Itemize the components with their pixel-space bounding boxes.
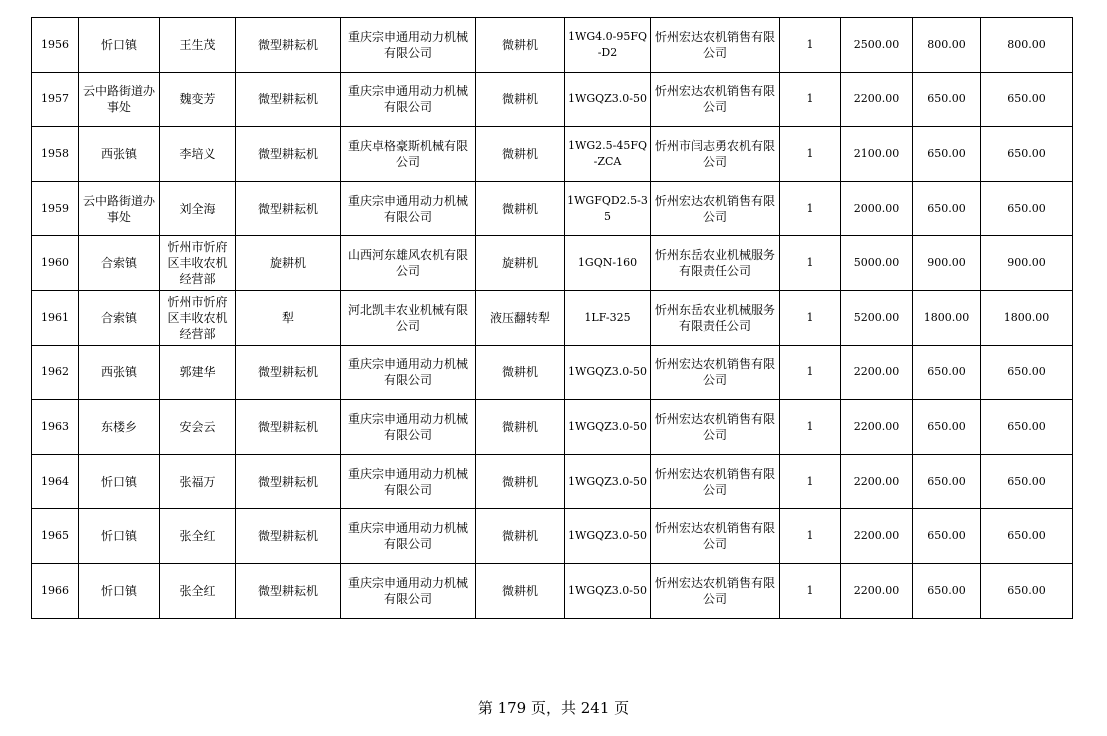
product-cell: 微耕机: [476, 400, 565, 455]
table-row: [32, 290, 1073, 345]
total-subsidy-cell: 650.00: [981, 509, 1073, 564]
seq-cell: 1958: [32, 127, 79, 182]
town-cell: 西张镇: [79, 127, 160, 182]
manufacturer-cell: 重庆卓格豪斯机械有限公司: [341, 127, 476, 182]
seq-cell: 1957: [32, 72, 79, 127]
qty-cell: 1: [780, 345, 841, 400]
subsidy-cell: 900.00: [913, 236, 981, 291]
total-subsidy-cell: 650.00: [981, 345, 1073, 400]
subsidy-cell: 1800.00: [913, 290, 981, 345]
seq-cell: 1960: [32, 236, 79, 291]
dealer-cell: 忻州宏达农机销售有限公司: [651, 563, 780, 618]
dealer-cell: 忻州东岳农业机械服务有限责任公司: [651, 236, 780, 291]
manufacturer-cell: 重庆宗申通用动力机械有限公司: [341, 509, 476, 564]
qty-cell: 1: [780, 72, 841, 127]
total-subsidy-cell: 900.00: [981, 236, 1073, 291]
town-cell: 合索镇: [79, 290, 160, 345]
buyer-cell: 王生茂: [160, 18, 236, 73]
manufacturer-cell: 重庆宗申通用动力机械有限公司: [341, 181, 476, 236]
seq-cell: 1959: [32, 181, 79, 236]
category-cell: 微型耕耘机: [236, 18, 341, 73]
total-subsidy-cell: 650.00: [981, 400, 1073, 455]
table-row: [32, 400, 1073, 455]
buyer-cell: 张全红: [160, 563, 236, 618]
subsidy-cell: 650.00: [913, 454, 981, 509]
price-cell: 2200.00: [841, 72, 913, 127]
category-cell: 微型耕耘机: [236, 509, 341, 564]
product-cell: 微耕机: [476, 509, 565, 564]
price-cell: 2200.00: [841, 563, 913, 618]
manufacturer-cell: 河北凯丰农业机械有限公司: [341, 290, 476, 345]
category-cell: 微型耕耘机: [236, 563, 341, 618]
town-cell: 西张镇: [79, 345, 160, 400]
manufacturer-cell: 重庆宗申通用动力机械有限公司: [341, 563, 476, 618]
price-cell: 2200.00: [841, 345, 913, 400]
manufacturer-cell: 山西河东雄风农机有限公司: [341, 236, 476, 291]
town-cell: 忻口镇: [79, 454, 160, 509]
town-cell: 忻口镇: [79, 509, 160, 564]
seq-cell: 1962: [32, 345, 79, 400]
dealer-cell: 忻州宏达农机销售有限公司: [651, 181, 780, 236]
seq-cell: 1966: [32, 563, 79, 618]
qty-cell: 1: [780, 509, 841, 564]
product-cell: 微耕机: [476, 454, 565, 509]
seq-cell: 1964: [32, 454, 79, 509]
manufacturer-cell: 重庆宗申通用动力机械有限公司: [341, 18, 476, 73]
product-cell: 微耕机: [476, 127, 565, 182]
dealer-cell: 忻州东岳农业机械服务有限责任公司: [651, 290, 780, 345]
subsidy-cell: 650.00: [913, 563, 981, 618]
table-row: [32, 509, 1073, 564]
model-cell: 1WG2.5-45FQ-ZCA: [565, 127, 651, 182]
dealer-cell: 忻州宏达农机销售有限公司: [651, 72, 780, 127]
manufacturer-cell: 重庆宗申通用动力机械有限公司: [341, 400, 476, 455]
buyer-cell: 郭建华: [160, 345, 236, 400]
price-cell: 2200.00: [841, 454, 913, 509]
price-cell: 2200.00: [841, 509, 913, 564]
category-cell: 微型耕耘机: [236, 454, 341, 509]
table-row: [32, 563, 1073, 618]
table-row: [32, 345, 1073, 400]
subsidy-table: [31, 17, 1073, 619]
total-subsidy-cell: 650.00: [981, 72, 1073, 127]
buyer-cell: 刘全海: [160, 181, 236, 236]
total-subsidy-cell: 1800.00: [981, 290, 1073, 345]
total-subsidy-cell: 650.00: [981, 181, 1073, 236]
price-cell: 5000.00: [841, 236, 913, 291]
subsidy-cell: 650.00: [913, 72, 981, 127]
table-body: [32, 18, 1073, 619]
total-subsidy-cell: 650.00: [981, 454, 1073, 509]
price-cell: 2000.00: [841, 181, 913, 236]
subsidy-cell: 650.00: [913, 400, 981, 455]
model-cell: 1WGQZ3.0-50: [565, 563, 651, 618]
buyer-cell: 忻州市忻府区丰收农机经营部: [160, 290, 236, 345]
seq-cell: 1956: [32, 18, 79, 73]
manufacturer-cell: 重庆宗申通用动力机械有限公司: [341, 72, 476, 127]
qty-cell: 1: [780, 181, 841, 236]
category-cell: 微型耕耘机: [236, 72, 341, 127]
seq-cell: 1963: [32, 400, 79, 455]
qty-cell: 1: [780, 454, 841, 509]
product-cell: 液压翻转犁: [476, 290, 565, 345]
dealer-cell: 忻州宏达农机销售有限公司: [651, 454, 780, 509]
dealer-cell: 忻州市闫志勇农机有限公司: [651, 127, 780, 182]
town-cell: 忻口镇: [79, 563, 160, 618]
model-cell: 1LF-325: [565, 290, 651, 345]
table-row: [32, 127, 1073, 182]
product-cell: 微耕机: [476, 18, 565, 73]
table-row: [32, 18, 1073, 73]
buyer-cell: 忻州市忻府区丰收农机经营部: [160, 236, 236, 291]
subsidy-cell: 650.00: [913, 345, 981, 400]
subsidy-cell: 650.00: [913, 127, 981, 182]
category-cell: 微型耕耘机: [236, 345, 341, 400]
town-cell: 合索镇: [79, 236, 160, 291]
subsidy-cell: 650.00: [913, 181, 981, 236]
dealer-cell: 忻州宏达农机销售有限公司: [651, 18, 780, 73]
category-cell: 微型耕耘机: [236, 400, 341, 455]
model-cell: 1WG4.0-95FQ-D2: [565, 18, 651, 73]
town-cell: 忻口镇: [79, 18, 160, 73]
dealer-cell: 忻州宏达农机销售有限公司: [651, 400, 780, 455]
qty-cell: 1: [780, 400, 841, 455]
product-cell: 旋耕机: [476, 236, 565, 291]
total-subsidy-cell: 650.00: [981, 563, 1073, 618]
dealer-cell: 忻州宏达农机销售有限公司: [651, 345, 780, 400]
category-cell: 旋耕机: [236, 236, 341, 291]
manufacturer-cell: 重庆宗申通用动力机械有限公司: [341, 345, 476, 400]
buyer-cell: 魏变芳: [160, 72, 236, 127]
price-cell: 5200.00: [841, 290, 913, 345]
qty-cell: 1: [780, 290, 841, 345]
buyer-cell: 安会云: [160, 400, 236, 455]
town-cell: 云中路街道办事处: [79, 181, 160, 236]
table-row: [32, 236, 1073, 291]
table-row: [32, 454, 1073, 509]
buyer-cell: 张福万: [160, 454, 236, 509]
total-subsidy-cell: 650.00: [981, 127, 1073, 182]
category-cell: 犁: [236, 290, 341, 345]
model-cell: 1WGQZ3.0-50: [565, 345, 651, 400]
qty-cell: 1: [780, 18, 841, 73]
total-subsidy-cell: 800.00: [981, 18, 1073, 73]
product-cell: 微耕机: [476, 345, 565, 400]
product-cell: 微耕机: [476, 563, 565, 618]
buyer-cell: 张全红: [160, 509, 236, 564]
price-cell: 2100.00: [841, 127, 913, 182]
manufacturer-cell: 重庆宗申通用动力机械有限公司: [341, 454, 476, 509]
model-cell: 1WGQZ3.0-50: [565, 509, 651, 564]
page-number: 第 179 页，共 241 页: [477, 699, 630, 717]
price-cell: 2500.00: [841, 18, 913, 73]
model-cell: 1GQN-160: [565, 236, 651, 291]
product-cell: 微耕机: [476, 181, 565, 236]
qty-cell: 1: [780, 236, 841, 291]
subsidy-cell: 800.00: [913, 18, 981, 73]
dealer-cell: 忻州宏达农机销售有限公司: [651, 509, 780, 564]
model-cell: 1WGQZ3.0-50: [565, 400, 651, 455]
category-cell: 微型耕耘机: [236, 181, 341, 236]
seq-cell: 1961: [32, 290, 79, 345]
qty-cell: 1: [780, 127, 841, 182]
price-cell: 2200.00: [841, 400, 913, 455]
model-cell: 1WGFQD2.5-35: [565, 181, 651, 236]
subsidy-cell: 650.00: [913, 509, 981, 564]
qty-cell: 1: [780, 563, 841, 618]
seq-cell: 1965: [32, 509, 79, 564]
category-cell: 微型耕耘机: [236, 127, 341, 182]
model-cell: 1WGQZ3.0-50: [565, 72, 651, 127]
product-cell: 微耕机: [476, 72, 565, 127]
town-cell: 东楼乡: [79, 400, 160, 455]
table-row: [32, 181, 1073, 236]
town-cell: 云中路街道办事处: [79, 72, 160, 127]
model-cell: 1WGQZ3.0-50: [565, 454, 651, 509]
table-row: [32, 72, 1073, 127]
buyer-cell: 李培义: [160, 127, 236, 182]
